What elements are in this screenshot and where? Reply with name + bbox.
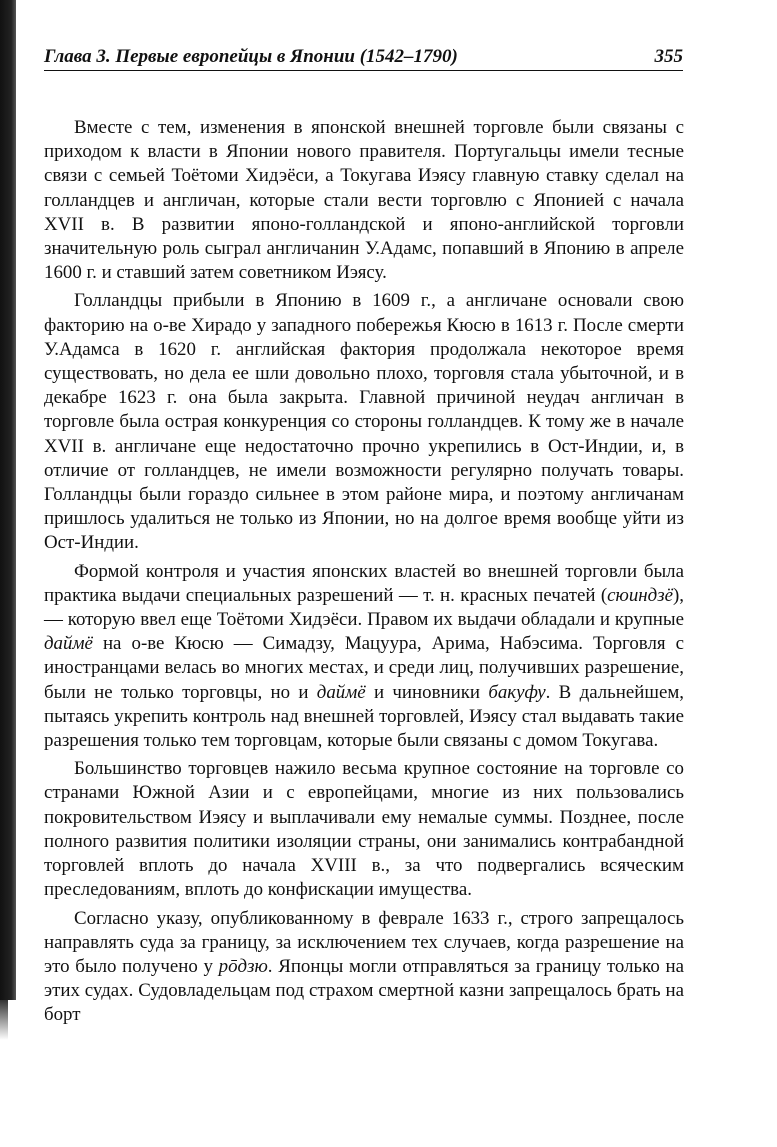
paragraph-text: на о-ве Кюсю — Симадзу, Мацуура, Арима, Набэсима. Торговля с иностранцами велась во многих местах, и среди лиц, получивших разрешение, были не только торговцы, но и	[44, 633, 684, 703]
italic-term: даймё	[316, 681, 366, 703]
italic-term: даймё	[44, 633, 93, 655]
paragraph	[44, 116, 684, 285]
paragraph	[44, 289, 684, 555]
paragraph-text: Вместе с тем, изменения в японской внешней торговле были связаны с приходом к власти в Японии нового правителя. Португальцы имели тесные связи с семьей Тоётоми Хидэёси, а Токугава Иэясу главную ставку сделал на голландцев и англичан, которые стали вести торговлю с Японией с начала XVII в. В развитии японо-голландской и японо-английской торговли значительную роль сыграл англичанин У.Адамс, попавший в Японию в апреле 1600 г. и ставший затем советником Иэясу.	[44, 117, 684, 284]
paragraph	[44, 907, 684, 1028]
scan-binding-edge	[0, 0, 16, 1000]
italic-term: рōдзю	[218, 955, 268, 977]
scan-binding-edge-fade	[0, 1000, 8, 1040]
paragraph-text: Формой контроля и участия японских властей во внешней торговли была практика выдачи специальных разрешений — т. н. красных печатей (	[44, 560, 684, 606]
paragraph-text: . Японцы могли отправляться за границу только на этих судах. Судовладельцам под страхом смертной казни запрещалось брать на борт	[44, 955, 684, 1026]
italic-term: сюиндзё	[607, 584, 673, 606]
page-number: 355	[654, 46, 683, 67]
paragraph-text: . В дальнейшем, пытаясь укрепить контроль над внешней торговлей, Иэясу стал выдавать такие разрешения только тем торговцам, которые были связаны с домом Токугава.	[44, 681, 685, 752]
paragraph	[44, 560, 684, 754]
paragraph-text: Согласно указу, опубликованному в феврале 1633 г., строго запрещалось направлять суда за границу, за исключением тех случаев, когда разрешение на это было получено у	[44, 907, 684, 977]
running-header	[44, 46, 683, 71]
paragraph-text: ), — которую ввел еще Тоётоми Хидэёси. Правом их выдачи обладали и крупные	[44, 584, 684, 631]
paragraph	[44, 757, 684, 902]
paragraph-text: Большинство торговцев нажило весьма крупное состояние на торговле со странами Южной Азии и с европейцами, многие из них пользовались покровительством Иэясу и выплачивали ему немалые суммы. Позднее, после полного развития политики изоляции страны, они занимались контрабандной торговлей вплоть до начала XVIII в., за что подвергались всяческим преследованиям, вплоть до конфискации имущества.	[44, 758, 684, 901]
body-text	[44, 116, 684, 1028]
chapter-title: Глава 3. Первые европейцы в Японии (1542–1790)	[44, 46, 458, 67]
paragraph-text: Голландцы прибыли в Японию в 1609 г., а англичане основали свою факторию на о-ве Хирадо у западного побережья Кюсю в 1613 г. После смерти У.Адамса в 1620 г. английская фактория продолжала некоторое время существовать, но дела ее шли довольно плохо, торговля стала убыточной, и в декабре 1623 г. она была закрыта. Главной причиной неудач англичан в торговле была острая конкуренция со стороны голландцев. К тому же в начале XVII в. англичане еще недостаточно прочно укрепились в Ост-Индии, и, в отличие от голландцев, не имели возможности регулярно получать товары. Голландцы были гораздо сильнее в этом районе мира, и поэтому англичанам пришлось удалиться не только из Японии, но на долгое время вообще уйти из Ост-Индии.	[44, 290, 684, 554]
paragraph-text: и чиновники	[365, 681, 489, 703]
italic-term: бакуфу	[488, 681, 546, 703]
